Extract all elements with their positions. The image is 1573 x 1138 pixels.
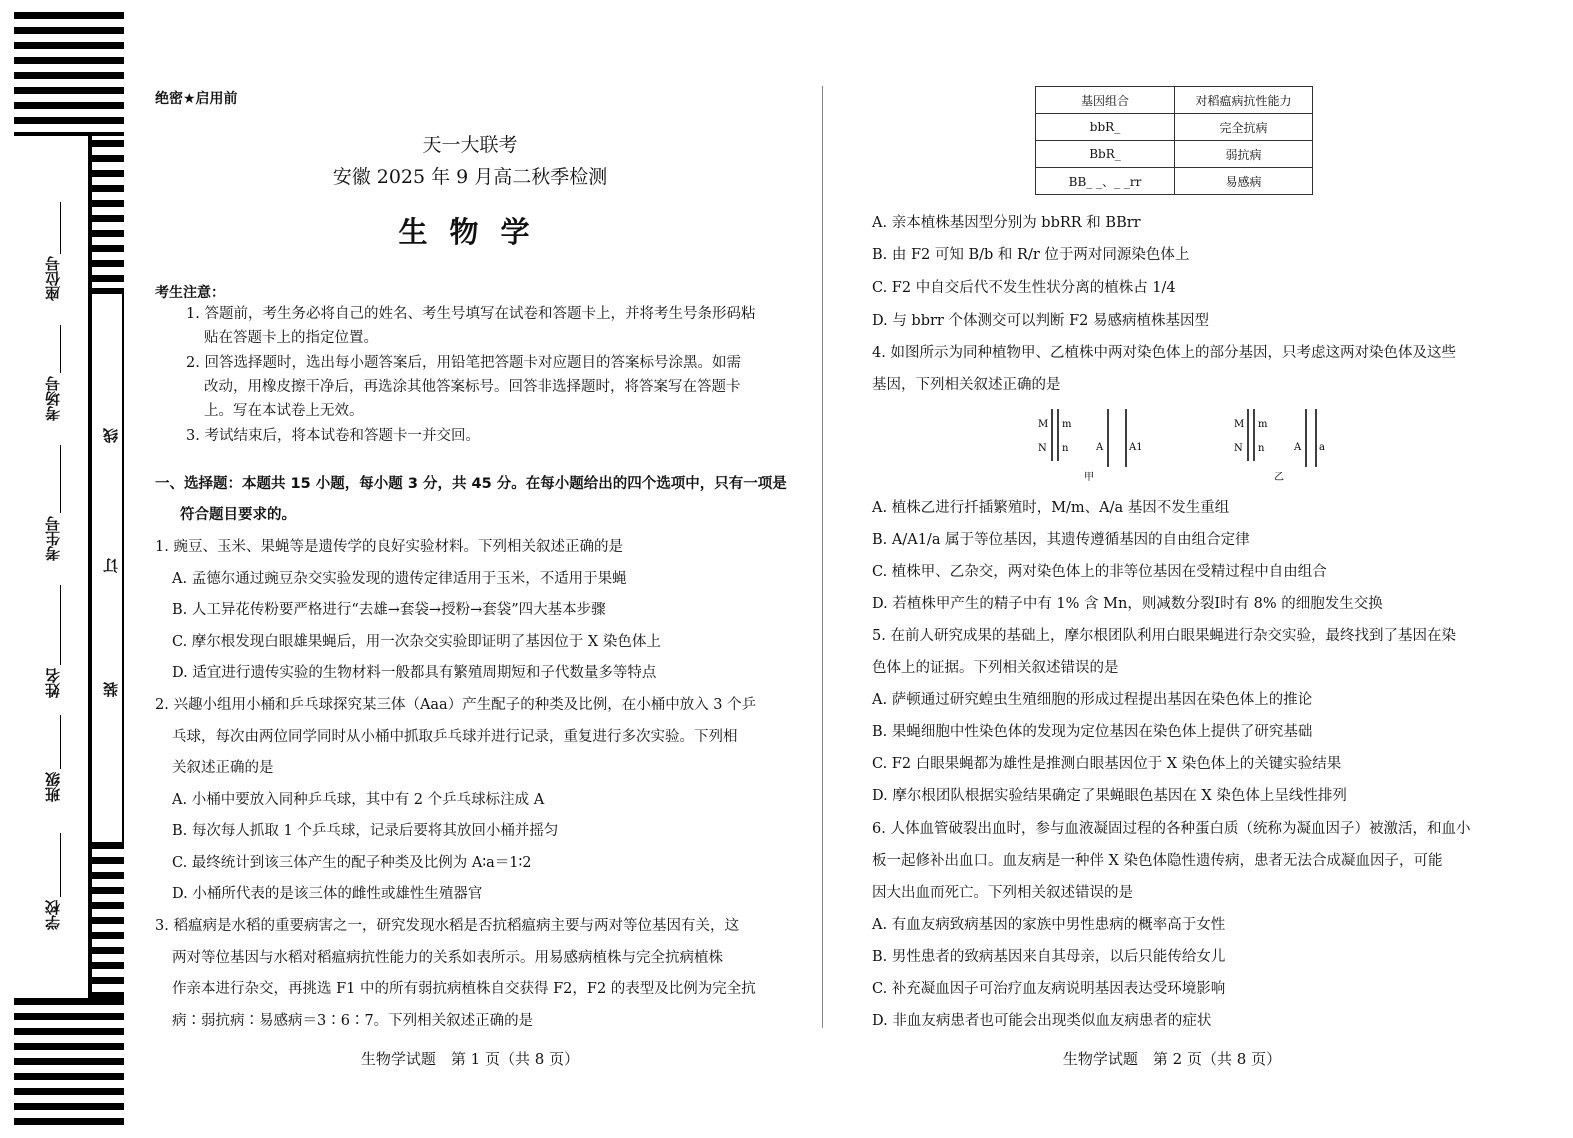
question-2-stem-cont: 关叙述正确的是 (172, 760, 274, 776)
exam-name: 安徽 2025 年 9 月高二秋季检测 (332, 166, 608, 188)
barcode-stripe (14, 1103, 124, 1110)
barcode-stripe (92, 842, 124, 849)
barcode-stripe (92, 155, 124, 162)
exam-organizer: 天一大联考 (422, 134, 518, 156)
gene-label: m (1258, 419, 1268, 430)
question-3-option-c: C. F2 中自交后代不发生性状分离的植株占 1/4 (872, 280, 1176, 296)
barcode-stripe (92, 185, 124, 192)
question-3-option-b: B. 由 F2 可知 B/b 和 R/r 位于两对同源染色体上 (872, 247, 1190, 263)
barcode-stripe (14, 1043, 124, 1050)
gene-label: A1 (1129, 442, 1143, 453)
seat-label: 座位号 (44, 256, 62, 301)
question-3-stem-cont: 两对等位基因与水稻对稻瘟病抗性能力的关系如表所示。用易感病植株与完全抗病植株 (172, 950, 723, 966)
barcode-stripe (92, 245, 124, 252)
question-1-option-c: C. 摩尔根发现白眼雄果蝇后，用一次杂交实验即证明了基因位于 X 染色体上 (172, 634, 661, 650)
barcode-stripe (92, 275, 124, 282)
question-5-option-a: A. 萨顿通过研究蝗虫生殖细胞的形成过程提出基因在染色体上的推论 (872, 692, 1313, 708)
barcode-stripe (92, 288, 124, 294)
barcode-stripe (92, 200, 124, 207)
notice-item-1-cont: 贴在答题卡上的指定位置。 (204, 330, 378, 346)
table-header-row (1036, 87, 1313, 114)
table-cell: BB_ _、_ _rr (1036, 168, 1175, 195)
notice-item-2-cont: 改动，用橡皮擦干净后，再选涂其他答案标号。回答非选择题时，将答案写在答题卡 (204, 379, 741, 395)
question-2-option-c: C. 最终统计到该三体产生的配子种类及比例为 A∶a＝1∶2 (172, 855, 532, 871)
barcode-stripe (14, 117, 124, 124)
question-5-option-c: C. F2 白眼果蝇都为雄性是推测白眼基因位于 X 染色体上的关键实验结果 (872, 756, 1342, 772)
binding-edge (122, 294, 124, 842)
examinee-label: 考生号 (44, 516, 62, 561)
question-5-option-d: D. 摩尔根团队根据实验结果确定了果蝇眼色基因在 X 染色体上呈线性排列 (872, 788, 1347, 804)
column-divider (822, 86, 823, 1028)
barcode-stripe (14, 1088, 124, 1095)
question-3-stem-cont: 病∶弱抗病∶易感病＝3∶6∶7。下列相关叙述正确的是 (172, 1013, 534, 1029)
question-3-option-a: A. 亲本植株基因型分别为 bbRR 和 BBrr (872, 215, 1141, 231)
question-3-stem: 3. 稻瘟病是水稻的重要病害之一，研究发现水稻是否抗稻瘟病主要与两对等位基因有关，这 (155, 918, 739, 934)
barcode-stripe (14, 1028, 124, 1035)
gene-table (1035, 86, 1313, 195)
barcode-stripe (14, 102, 124, 109)
question-4-option-c: C. 植株甲、乙杂交，两对染色体上的非等位基因在受精过程中自由组合 (872, 564, 1327, 580)
notice-item-1: 1. 答题前，考生务必将自己的姓名、考生号填写在试卷和答题卡上，并将考生号条形码粘 (186, 306, 756, 322)
question-1-option-b: B. 人工异花传粉要严格进行“去雄→套袋→授粉→套袋”四大基本步骤 (172, 602, 606, 618)
table-cell: BbR_ (1036, 141, 1175, 168)
gene-label: M (1038, 419, 1049, 430)
confidential-mark: 绝密★启用前 (155, 91, 238, 107)
barcode-stripe (92, 872, 124, 879)
chromosome-figure (1030, 405, 1350, 487)
gene-label: N (1234, 443, 1243, 454)
question-6-stem-cont: 因大出血而死亡。下列相关叙述错误的是 (872, 885, 1133, 901)
question-5-option-b: B. 果蝇细胞中性染色体的发现为定位基因在染色体上提供了研究基础 (872, 724, 1313, 740)
notice-item-3: 3. 考试结束后，将本试卷和答题卡一并交回。 (186, 428, 480, 444)
cut-line-mark: 线 (102, 428, 120, 443)
barcode-stripe (14, 42, 124, 49)
seat-field[interactable] (60, 202, 61, 254)
barcode-stripe (92, 857, 124, 864)
barcode-stripe (14, 87, 124, 94)
question-4-option-b: B. A/A1/a 属于等位基因，其遗传遵循基因的自由组合定律 (872, 532, 1250, 548)
question-1-option-a: A. 孟德尔通过豌豆杂交实验发现的遗传定律适用于玉米，不适用于果蝇 (172, 571, 627, 587)
notice-item-2-cont: 上。写在本试卷上无效。 (204, 403, 364, 419)
page-footer-2: 生物学试题 第 2 页（共 8 页） (1062, 1050, 1282, 1068)
gene-label: m (1062, 419, 1072, 430)
question-3-stem-cont: 作亲本进行杂交，再挑选 F1 中的所有弱抗病植株自交获得 F2，F2 的表型及比例为完全抗 (172, 981, 756, 997)
cut-bind-mark: 装 (102, 682, 120, 697)
barcode-stripe (92, 887, 124, 894)
gene-label: n (1062, 443, 1069, 454)
barcode-stripe (92, 170, 124, 177)
table-row (1036, 141, 1313, 168)
school-field[interactable] (60, 833, 61, 897)
barcode-stripe (92, 260, 124, 267)
question-2-stem-cont: 乓球，每次由两位同学同时从小桶中抓取乒乓球并进行记录，重复进行多次实验。下列相 (172, 729, 738, 745)
table-cell: 弱抗病 (1175, 141, 1313, 168)
question-6-option-a: A. 有血友病致病基因的家族中男性患病的概率高于女性 (872, 917, 1226, 933)
barcode-stripe (14, 27, 124, 34)
section-heading: 一、选择题：本题共 15 小题，每小题 3 分，共 45 分。在每小题给出的四个选项中，只有一项是 (155, 476, 787, 492)
table-header: 对稻瘟病抗性能力 (1175, 87, 1313, 114)
barcode-stripe (92, 230, 124, 237)
barcode-stripe (92, 947, 124, 954)
gene-label: N (1038, 443, 1047, 454)
question-6-option-c: C. 补充凝血因子可治疗血友病说明基因表达受环境影响 (872, 981, 1226, 997)
gene-label: M (1234, 419, 1245, 430)
question-4-stem-cont: 基因，下列相关叙述正确的是 (872, 377, 1061, 393)
barcode-stripe (92, 977, 124, 984)
cut-order-mark: 订 (102, 558, 120, 573)
question-6-stem: 6. 人体血管破裂出血时，参与血液凝固过程的各种蛋白质（统称为凝血因子）被激活，和血小 (872, 821, 1471, 837)
barcode-stripe (14, 1058, 124, 1065)
barcode-stripe (14, 1013, 124, 1020)
table-cell: 完全抗病 (1175, 114, 1313, 141)
question-6-option-d: D. 非血友病患者也可能会出现类似血友病患者的症状 (872, 1013, 1212, 1029)
notice-heading: 考生注意： (155, 285, 225, 301)
question-5-stem: 5. 在前人研究成果的基础上，摩尔根团队利用白眼果蝇进行杂交实验，最终找到了基因在染 (872, 628, 1456, 644)
page-footer-1: 生物学试题 第 1 页（共 8 页） (360, 1050, 580, 1068)
gene-label: A (1294, 442, 1302, 453)
barcode-stripe (14, 12, 124, 19)
barcode-stripe (14, 1118, 124, 1125)
barcode-stripe (14, 998, 124, 1005)
class-label: 班级 (44, 772, 62, 802)
table-cell: 易感病 (1175, 168, 1313, 195)
question-4-stem: 4. 如图所示为同种植物甲、乙植株中两对染色体上的部分基因，只考虑这两对染色体及这些 (872, 345, 1456, 361)
table-row (1036, 114, 1313, 141)
notice-item-2: 2. 回答选择题时，选出每小题答案后，用铅笔把答题卡对应题目的答案标号涂黑。如需 (186, 355, 741, 371)
name-field[interactable] (60, 585, 61, 665)
table-header: 基因组合 (1036, 87, 1175, 114)
barcode-stripe (14, 132, 124, 136)
question-1-option-d: D. 适宜进行遗传实验的生物材料一般都具有繁殖周期短和子代数量多等特点 (172, 665, 657, 681)
barcode-stripe (14, 1073, 124, 1080)
question-3-option-d: D. 与 bbrr 个体测交可以判断 F2 易感病植株基因型 (872, 313, 1209, 329)
question-6-stem-cont: 板一起修补出血口。血友病是一种伴 X 染色体隐性遗传病，患者无法合成凝血因子，可能 (872, 853, 1443, 869)
question-4-option-d: D. 若植株甲产生的精子中有 1% 含 Mn，则减数分裂Ⅰ时有 8% 的细胞发生交换 (872, 596, 1383, 612)
barcode-stripe (14, 72, 124, 79)
figure-label-jia: 甲 (1084, 472, 1094, 483)
question-2-option-d: D. 小桶所代表的是该三体的雌性或雄性生殖器官 (172, 886, 483, 902)
barcode-stripe (92, 902, 124, 909)
question-2-option-a: A. 小桶中要放入同种乒乓球，其中有 2 个乒乓球标注成 A (172, 792, 545, 808)
barcode-stripe (92, 917, 124, 924)
room-label: 考场号 (44, 376, 62, 421)
gene-label: n (1258, 443, 1265, 454)
question-6-option-b: B. 男性患者的致病基因来自其母亲，以后只能传给女儿 (872, 949, 1226, 965)
question-5-stem-cont: 色体上的证据。下列相关叙述错误的是 (872, 660, 1119, 676)
figure-label-yi: 乙 (1274, 472, 1284, 483)
table-row (1036, 168, 1313, 195)
class-field[interactable] (60, 715, 61, 769)
barcode-stripe (92, 140, 124, 147)
section-heading-cont: 符合题目要求的。 (180, 507, 296, 523)
barcode-stripe (14, 57, 124, 64)
examinee-field[interactable] (60, 445, 61, 513)
barcode-stripe (92, 932, 124, 939)
gene-label: A (1096, 442, 1104, 453)
name-label: 姓名 (44, 668, 62, 698)
gene-label: a (1319, 442, 1325, 453)
question-2-option-b: B. 每次每人抓取 1 个乒乓球，记录后要将其放回小桶并摇匀 (172, 823, 559, 839)
table-cell: bbR_ (1036, 114, 1175, 141)
question-2-stem: 2. 兴趣小组用小桶和乒乓球探究某三体（Aaa）产生配子的种类及比例，在小桶中放入 3 个乒 (155, 697, 757, 713)
room-field[interactable] (60, 325, 61, 373)
school-label: 学校 (44, 900, 62, 930)
barcode-stripe (92, 962, 124, 969)
barcode-stripe (92, 215, 124, 222)
question-1-stem: 1. 豌豆、玉米、果蝇等是遗传学的良好实验材料。下列相关叙述正确的是 (155, 539, 623, 555)
subject-title: 生物学 (398, 215, 552, 249)
question-4-option-a: A. 植株乙进行扦插繁殖时，M/m、A/a 基因不发生重组 (872, 500, 1230, 516)
